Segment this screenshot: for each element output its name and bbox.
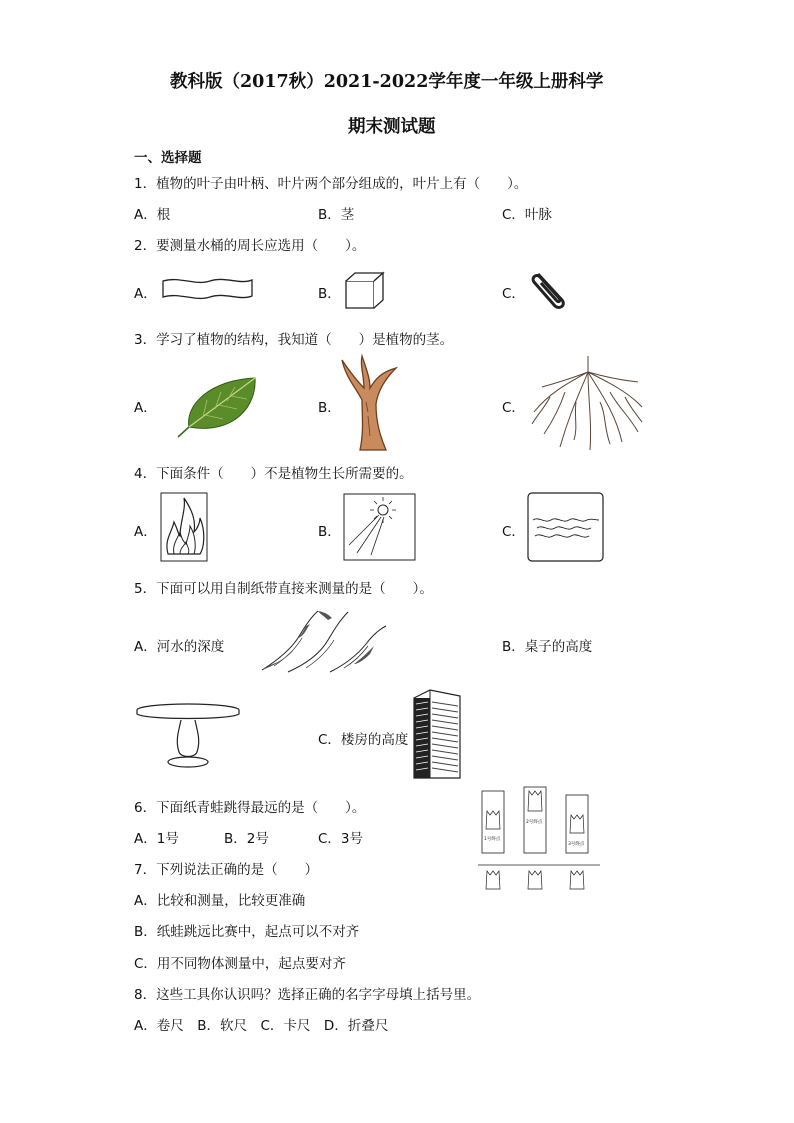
- q8-options: A．卷尺 B．软尺 C．卡尺 D．折叠尺: [134, 1018, 389, 1034]
- q2-option-a: A．: [134, 286, 157, 302]
- tree-trunk-image: [338, 356, 402, 452]
- title-line-1: 教科版（2017秋）2021-2022学年度一年级上册科学: [170, 72, 604, 92]
- table-image: [135, 700, 241, 770]
- question-2: 2．要测量水桶的周长应选用（ ）。: [134, 238, 366, 254]
- title-line-2: 期末测试题: [348, 117, 436, 137]
- q3-option-c: C．: [502, 400, 525, 416]
- fire-image: [160, 492, 208, 562]
- q4-option-a: A．: [134, 524, 157, 540]
- paper-frogs-image: [474, 785, 604, 895]
- q7-option-c: C．用不同物体测量中，起点要对齐: [134, 956, 346, 972]
- frog-label-1: 1号终点: [484, 837, 501, 842]
- frog-label-2: 2号终点: [526, 820, 543, 825]
- question-5: 5．下面可以用自制纸带直接来测量的是（ ）。: [134, 581, 433, 597]
- q3-option-a: A．: [134, 400, 157, 416]
- q5-option-b: B．桌子的高度: [502, 639, 593, 655]
- q2-option-b: B．: [318, 286, 341, 302]
- question-4: 4．下面条件（ ）不是植物生长所需要的。: [134, 466, 413, 482]
- paperclip-image: [528, 268, 570, 312]
- section-heading: 一、选择题: [134, 150, 202, 166]
- q5-option-c: C．楼房的高度: [318, 732, 409, 748]
- cube-image: [343, 270, 385, 310]
- q4-option-c: C．: [502, 524, 525, 540]
- paper-strip-image: [160, 276, 255, 302]
- q4-option-b: B．: [318, 524, 341, 540]
- question-7: 7．下列说法正确的是（ ）: [134, 862, 319, 878]
- building-image: [412, 688, 462, 780]
- water-image: [527, 492, 604, 562]
- q6-option-c: C．3号: [318, 831, 364, 847]
- question-8: 8．这些工具你认识吗？选择正确的名字字母填上括号里。: [134, 987, 481, 1003]
- q1-option-b: B．茎: [318, 207, 355, 223]
- question-3: 3．学习了植物的结构，我知道（ ）是植物的茎。: [134, 332, 454, 348]
- leaf-image: [175, 375, 261, 439]
- q3-option-b: B．: [318, 400, 341, 416]
- sunlight-image: [343, 493, 416, 561]
- frog-label-3: 3号终点: [568, 842, 585, 847]
- river-image: [258, 608, 390, 674]
- q6-option-a: A．1号: [134, 831, 179, 847]
- q6-option-b: B．2号: [224, 831, 269, 847]
- q7-option-a: A．比较和测量，比较更准确: [134, 893, 306, 909]
- question-1: 1．植物的叶子由叶柄、叶片两个部分组成的，叶片上有（ ）。: [134, 176, 528, 192]
- q5-option-a: A．河水的深度: [134, 639, 225, 655]
- q1-option-a: A．根: [134, 207, 171, 223]
- q1-option-c: C．叶脉: [502, 207, 552, 223]
- q2-option-c: C．: [502, 286, 525, 302]
- q7-option-b: B．纸蛙跳远比赛中，起点可以不对齐: [134, 924, 360, 940]
- roots-image: [530, 352, 645, 452]
- question-6: 6．下面纸青蛙跳得最远的是（ ）。: [134, 800, 366, 816]
